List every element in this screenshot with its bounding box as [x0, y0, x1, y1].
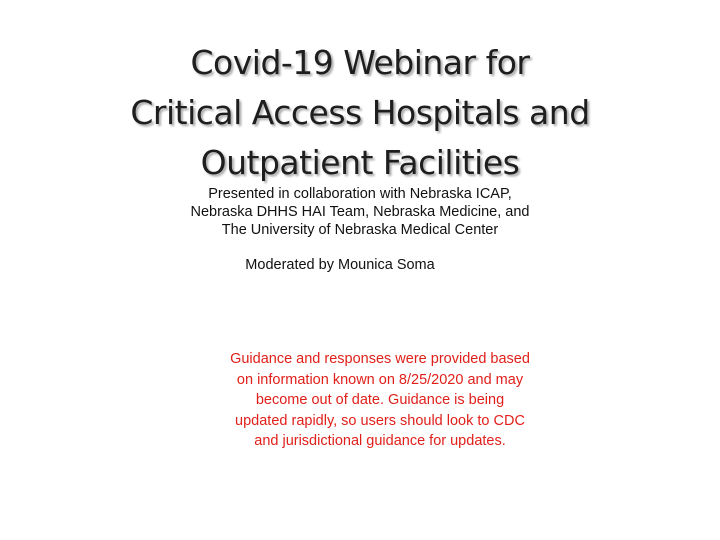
title-line: Critical Access Hospitals and [130, 93, 590, 132]
credit-line: Nebraska DHHS HAI Team, Nebraska Medicine, and [190, 204, 530, 220]
disclaimer-line: on information known on 8/25/2020 and may [236, 371, 524, 388]
disclaimer-line: Guidance and responses were provided based [230, 351, 530, 367]
moderator-line: Moderated by Mounica Soma [245, 257, 435, 273]
credit-line: Presented in collaboration with Nebraska ICAP, [208, 186, 512, 202]
title-line: Outpatient Facilities [200, 143, 520, 182]
slide-title [60, 38, 660, 188]
title-line: Covid-19 Webinar for [190, 43, 530, 82]
disclaimer-line: and jurisdictional guidance for updates. [254, 433, 506, 449]
disclaimer-line: updated rapidly, so users should look to CDC [235, 412, 525, 429]
disclaimer-line: become out of date. Guidance is being [255, 392, 505, 408]
credit-line: The University of Nebraska Medical Center [221, 222, 499, 238]
disclaimer [190, 349, 570, 452]
collaboration-credits [100, 185, 620, 239]
